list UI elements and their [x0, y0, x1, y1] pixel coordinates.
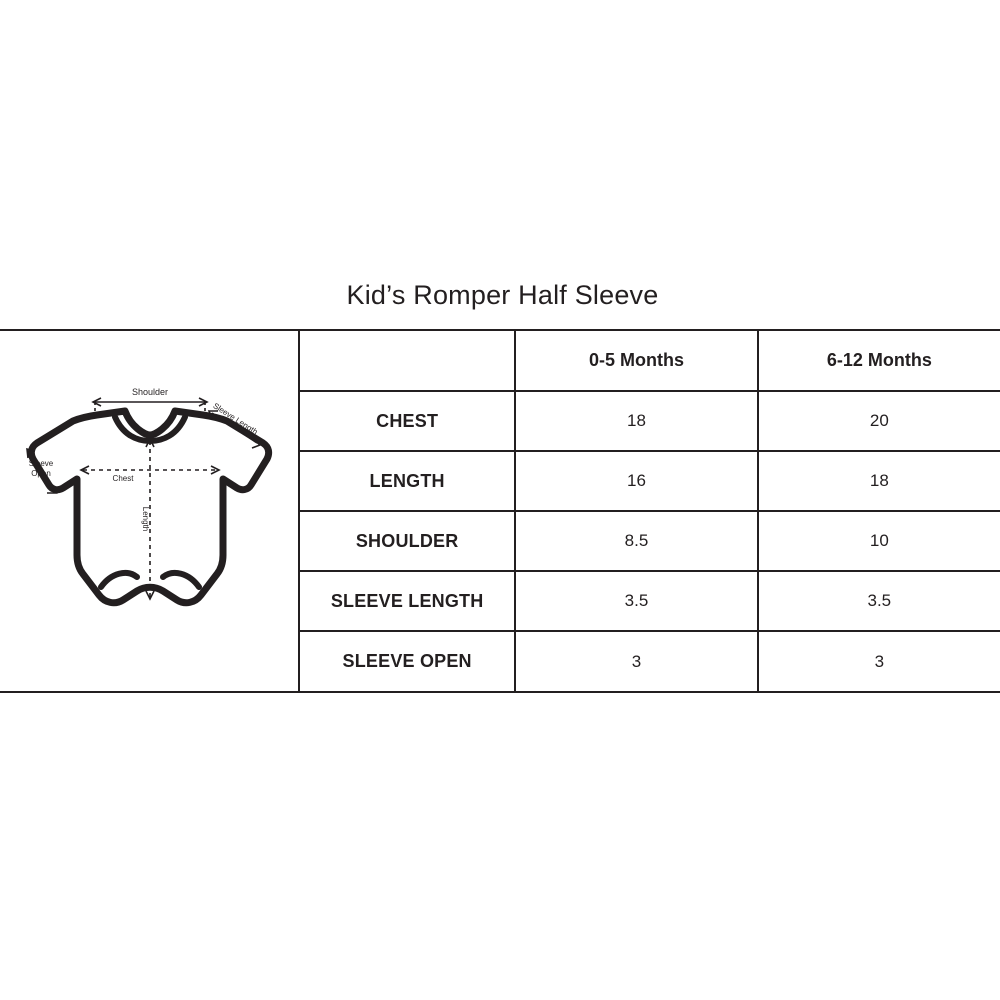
label-length: Length	[141, 506, 150, 532]
size-table	[300, 331, 1000, 691]
table-row	[300, 571, 1000, 631]
cell-chest-6-12: 20	[758, 391, 1000, 451]
size-chart	[0, 280, 1000, 693]
row-label-sleeve-open: SLEEVE OPEN	[300, 631, 515, 691]
cell-shoulder-6-12: 10	[758, 511, 1000, 571]
row-label-chest: CHEST	[300, 391, 515, 451]
cell-length-0-5: 16	[515, 451, 757, 511]
cell-sleeve-length-0-5: 3.5	[515, 571, 757, 631]
header-blank	[300, 331, 515, 391]
row-label-sleeve-length: SLEEVE LENGTH	[300, 571, 515, 631]
size-chart-body	[0, 329, 1000, 693]
row-label-shoulder: SHOULDER	[300, 511, 515, 571]
label-chest: Chest	[112, 474, 134, 483]
table-row	[300, 631, 1000, 691]
figure-pane	[0, 331, 300, 691]
header-size-0-5: 0-5 Months	[515, 331, 757, 391]
cell-shoulder-0-5: 8.5	[515, 511, 757, 571]
row-label-length: LENGTH	[300, 451, 515, 511]
table-header-row	[300, 331, 1000, 391]
cell-sleeve-length-6-12: 3.5	[758, 571, 1000, 631]
table-row	[300, 511, 1000, 571]
header-size-6-12: 6-12 Months	[758, 331, 1000, 391]
cell-sleeve-open-0-5: 3	[515, 631, 757, 691]
cell-chest-0-5: 18	[515, 391, 757, 451]
cell-sleeve-open-6-12: 3	[758, 631, 1000, 691]
romper-measurement-diagram	[19, 359, 279, 659]
table-row	[300, 391, 1000, 451]
label-sleeve-open-2: Open	[31, 469, 51, 478]
cell-length-6-12: 18	[758, 451, 1000, 511]
table-row	[300, 451, 1000, 511]
label-sleeve-open: Sleeve	[28, 459, 54, 468]
label-sleeve-length: Sleeve Length	[211, 401, 260, 437]
label-shoulder: Shoulder	[131, 387, 169, 397]
page-title: Kid’s Romper Half Sleeve	[346, 280, 659, 310]
